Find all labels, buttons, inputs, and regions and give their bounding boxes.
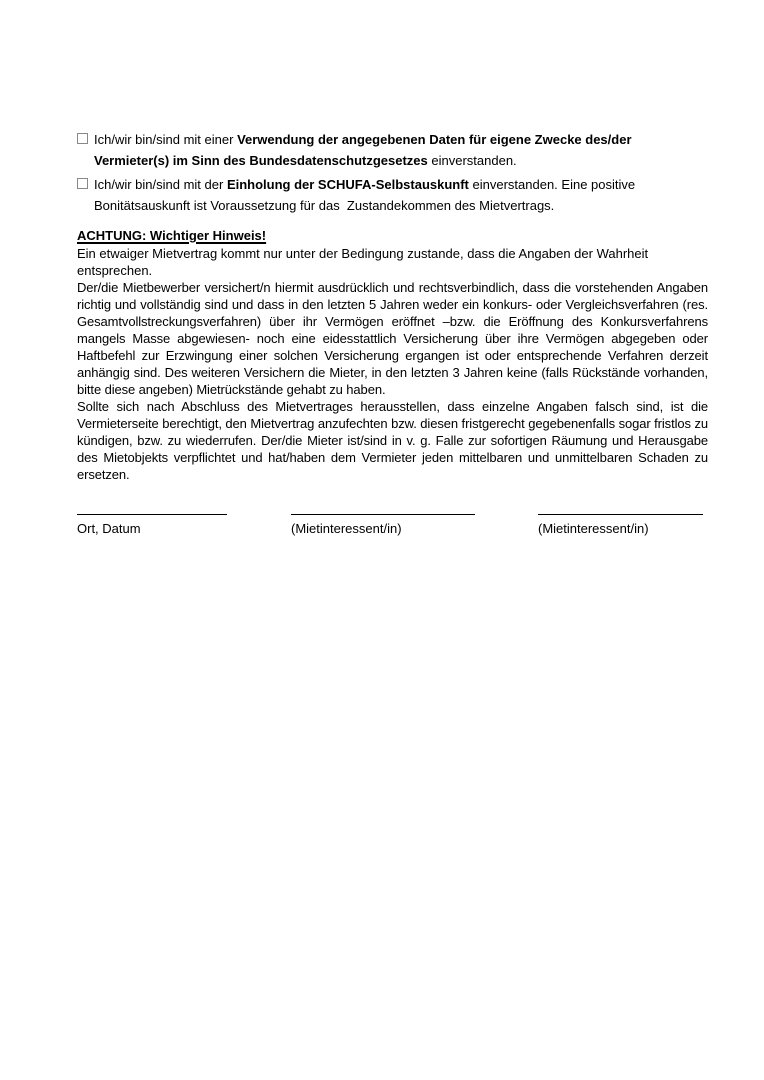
consent-item-schufa-text	[94, 174, 708, 216]
signature-field-applicant-2	[538, 503, 703, 537]
consent-text-post: einverstanden.	[427, 153, 517, 168]
data-usage-checkbox[interactable]	[77, 133, 88, 144]
signature-label: (Mietinteressent/in)	[291, 521, 402, 536]
notice-body: Ein etwaiger Mietvertrag kommt nur unter der Bedingung zustande, dass die Angaben der Wahrheit entsprechen.	[77, 246, 649, 278]
declaration-paragraph: Der/die Mietbewerber versichert/n hiermit ausdrücklich und rechtsverbindlich, dass die vorstehenden Angaben richtig und vollständig sind und dass in den letzten 5 Jahren weder ein konkurs- oder Vergleichsverfahren (res. Gesamtvollstreckungsverfahren) über ihr Vermögen eröffnet –bzw. die Eröffnung des Konkursverfahrens mangels Masse abgewiesen- noch eine eidesstattlich Versicherung über ihre Vermögen abgegeben oder Haftbefehl zur Erzwingung einer solchen Versicherung ergangen ist oder entsprechende Verfahren derzeit anhängig sind. Des weiteren Versichern die Mieter, in den letzten 3 Jahren keine (falls Rückstände vorhanden, bitte diese angeben) Mietrückstände gehabt zu haben.	[77, 280, 708, 397]
signature-row	[77, 503, 708, 549]
notice-heading: ACHTUNG: Wichtiger Hinweis!	[77, 228, 267, 243]
signature-line-applicant-1[interactable]	[291, 503, 475, 515]
consent-item-schufa	[77, 174, 708, 216]
consent-item-data-usage	[77, 129, 708, 171]
signature-label: (Mietinteressent/in)	[538, 521, 649, 536]
schufa-checkbox[interactable]	[77, 178, 88, 189]
consent-text-pre: Ich/wir bin/sind mit einer	[94, 132, 238, 147]
signature-line-applicant-2[interactable]	[538, 503, 703, 515]
declaration-paragraph: Sollte sich nach Abschluss des Mietvertrages herausstellen, dass einzelne Angaben falsch sind, ist die Vermieterseite berechtigt, den Mietvertrag anzufechten bzw. diesen fristgerecht gegebenenfalls sogar fristlos zu kündigen, bzw. zu wiederrufen. Der/die Mieter ist/sind in v. g. Falle zur sofortigen Räumung und Herausgabe des Mietobjekts verpflichtet und hat/haben dem Vermieter jeden mittelbaren und unmittelbaren Schaden zu ersetzen.	[77, 399, 708, 482]
consent-text-pre: Ich/wir bin/sind mit der	[94, 177, 227, 192]
consent-text-post: einverstanden. Eine positive Bonitätsauskunft ist Voraussetzung für das Zustandekommen des Mietvertrags.	[94, 177, 639, 213]
signature-field-place-date	[77, 503, 227, 537]
declaration-section	[77, 279, 708, 483]
signature-label: Ort, Datum	[77, 521, 141, 536]
consent-item-data-usage-text	[94, 129, 708, 171]
consent-text-bold: Einholung der SCHUFA-Selbstauskunft	[226, 177, 469, 192]
signature-line-place-date[interactable]	[77, 503, 227, 515]
signature-field-applicant-1	[291, 503, 475, 537]
consent-text-bold: Verwendung der angegebenen Daten für eigene Zwecke des/der Vermieter(s) im Sinn des Bundesdatenschutzgesetzes	[94, 132, 636, 168]
